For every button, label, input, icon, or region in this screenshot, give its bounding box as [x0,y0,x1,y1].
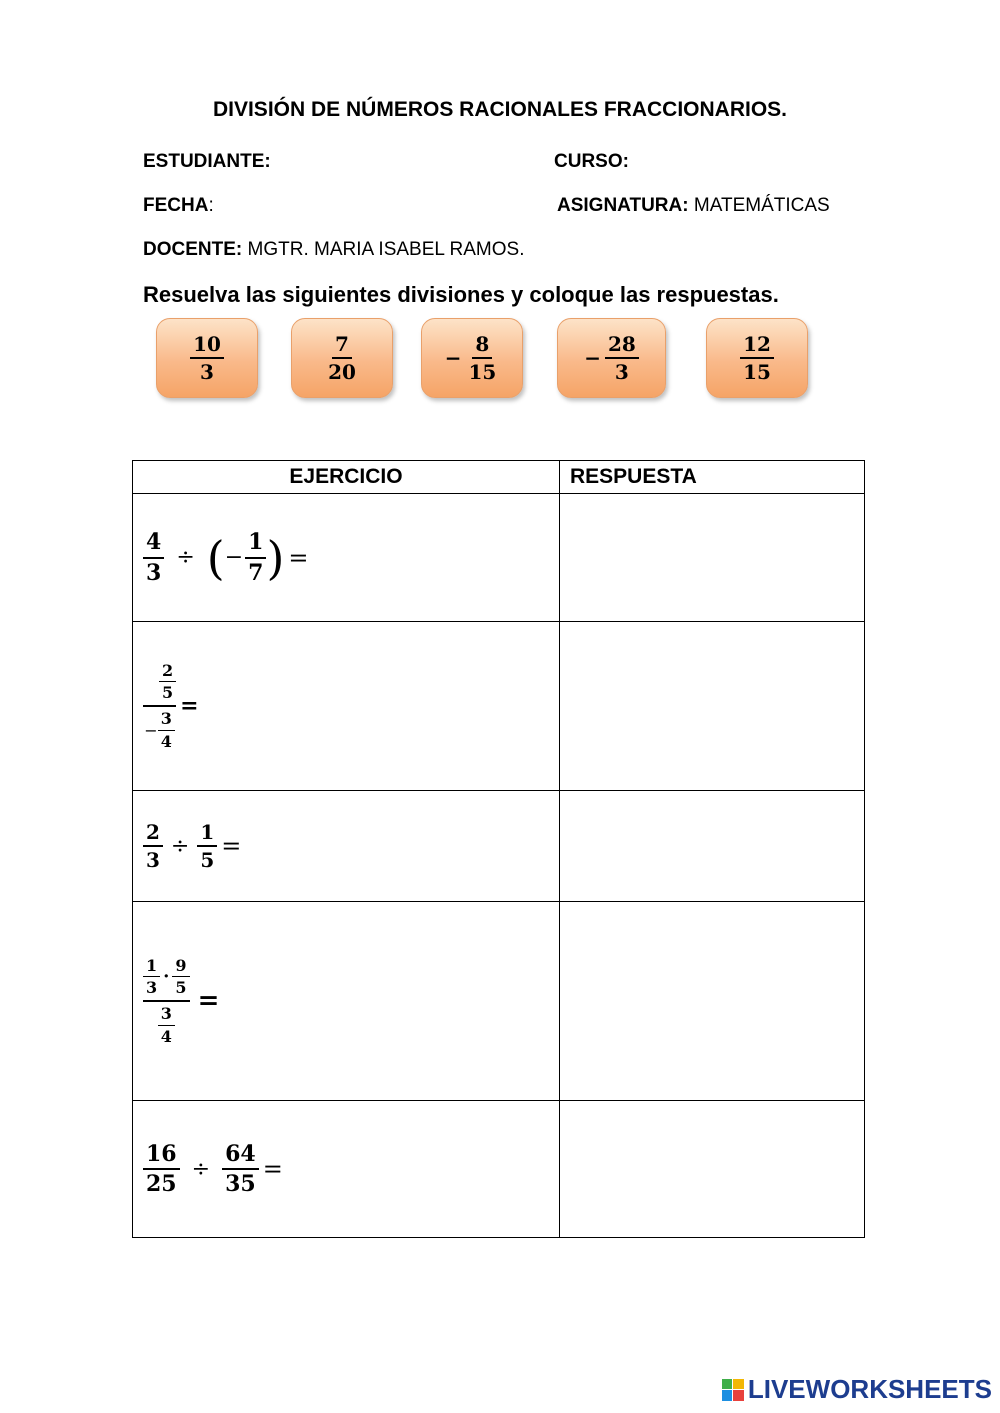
page-title: DIVISIÓN DE NÚMEROS RACIONALES FRACCIONARIOS. [212,98,788,121]
numerator: 3 [158,1005,175,1026]
chip-sign: − [444,346,462,370]
right-paren: ) [266,530,285,585]
chip-sign: − [584,346,601,370]
chip-numerator: 28 [605,333,639,359]
exercise-cell [133,494,560,622]
denominator: 7 [248,559,264,586]
equals-sign: = [221,832,242,860]
answer-drop-zone[interactable] [560,902,865,1101]
left-paren: ( [206,530,225,585]
denominator: 3 [146,559,162,586]
divide-sign: ÷ [170,833,190,859]
denominator: 5 [200,848,215,872]
chip-denominator: 20 [328,360,356,384]
exercise-cell [133,622,560,791]
answer-chip[interactable] [706,318,808,398]
numerator: 2 [159,662,176,683]
divide-sign: ÷ [191,1156,211,1182]
denominator: 3 [146,848,160,872]
teacher-field [143,239,524,261]
exercise-4 [143,957,549,1045]
date-colon: : [208,195,214,216]
subject-value: MATEMÁTICAS [693,195,830,216]
numerator: 16 [143,1142,180,1170]
course-label: CURSO: [554,151,629,172]
numerator: 4 [143,530,164,558]
answer-drop-zone[interactable] [560,494,865,622]
denominator: 5 [162,683,174,703]
denominator: 5 [175,978,187,998]
chip-fraction [740,333,774,383]
chip-numerator: 8 [472,333,492,359]
chip-denominator: 15 [468,360,497,384]
exercise-cell [133,791,560,902]
answer-drop-zone[interactable] [560,622,865,791]
student-label: ESTUDIANTE: [143,151,271,172]
teacher-value: MGTR. MARIA ISABEL RAMOS. [247,239,525,260]
chip-numerator: 10 [190,333,224,359]
exercise-5 [143,1142,549,1196]
exercise-cell [133,1101,560,1238]
denominator: 25 [146,1171,177,1197]
denominator: 3 [146,978,158,998]
date-label: FECHA [143,195,209,216]
numerator: 1 [143,957,160,978]
answer-chip[interactable] [156,318,258,398]
header-answer: RESPUESTA [560,461,865,494]
equals-sign: = [197,986,220,1016]
table-header-row [133,461,865,494]
chip-denominator: 3 [200,360,214,384]
answer-drop-zone[interactable] [560,1101,865,1238]
chip-numerator: 7 [332,333,352,359]
subject-label: ASIGNATURA: [557,195,689,216]
header-exercise: EJERCICIO [133,461,560,494]
numerator: 1 [245,530,266,558]
table-row [133,791,865,902]
subject-field [557,195,830,217]
chip-fraction [325,333,359,383]
table-row [133,902,865,1101]
course-field [554,151,629,173]
answer-chip[interactable] [557,318,666,398]
date-field [143,195,214,217]
student-field [143,151,271,173]
logo-icon [722,1379,744,1401]
exercise-2 [143,662,549,750]
table-row [133,494,865,622]
numerator: 9 [172,957,189,978]
answer-chip[interactable] [421,318,523,398]
liveworksheets-logo [722,1374,992,1405]
table-row [133,622,865,791]
answer-drop-zone[interactable] [560,791,865,902]
exercise-1 [143,530,549,584]
numerator: 64 [222,1142,259,1170]
instruction-text: Resuelva las siguientes divisiones y coloque las respuestas. [143,282,779,307]
chip-fraction [465,333,499,383]
chip-fraction [605,333,639,383]
table-row [133,1101,865,1238]
exercise-3 [143,821,549,871]
chip-denominator: 15 [743,360,771,384]
numerator: 1 [197,821,217,847]
multiply-dot: · [163,966,170,988]
chip-numerator: 12 [740,333,774,359]
equals-sign: = [180,693,199,719]
answer-chip[interactable] [291,318,393,398]
chip-denominator: 3 [614,360,629,384]
logo-text: LIVEWORKSHEETS [747,1374,992,1404]
exercise-table [132,460,865,1238]
equals-sign: = [262,1155,283,1183]
denominator: 4 [160,731,172,751]
numerator: 3 [158,710,175,731]
chip-fraction [190,333,224,383]
denominator: 4 [160,1026,172,1046]
minus-sign: − [224,545,244,570]
numerator: 2 [143,821,163,847]
exercise-cell [133,902,560,1101]
minus-sign: − [144,720,158,740]
equals-sign: = [288,543,309,572]
divide-sign: ÷ [176,545,195,570]
denominator: 35 [225,1171,256,1197]
teacher-label: DOCENTE: [143,239,243,260]
